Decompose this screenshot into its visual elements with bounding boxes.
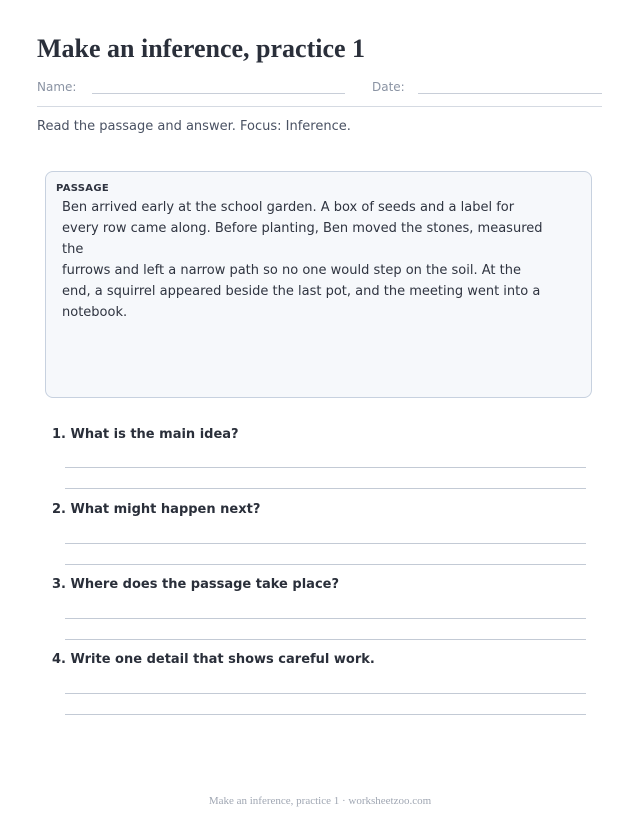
passage-label: PASSAGE — [56, 183, 109, 194]
passage-line: every row came along. Before planting, Ben moved the stones, measured the — [62, 221, 543, 257]
answer-line[interactable] — [65, 467, 586, 468]
question-text: 2. What might happen next? — [52, 502, 261, 517]
answer-line[interactable] — [65, 564, 586, 565]
passage-line: Ben arrived early at the school garden. A box of seeds and a label for — [62, 200, 515, 215]
name-label: Name: — [37, 80, 77, 94]
page-title: Make an inference, practice 1 — [37, 34, 366, 63]
passage-line: end, a squirrel appeared beside the last pot, and the meeting went into a — [62, 284, 541, 299]
date-label: Date: — [372, 80, 405, 94]
page-footer: Make an inference, practice 1 · worksheetzoo.com — [208, 795, 432, 807]
passage-line: notebook. — [62, 305, 128, 320]
answer-line[interactable] — [65, 693, 586, 694]
answer-line[interactable] — [65, 488, 586, 489]
date-field[interactable] — [418, 93, 602, 94]
question-text: 3. Where does the passage take place? — [52, 577, 340, 592]
passage-box — [45, 171, 592, 398]
passage-line: furrows and left a narrow path so no one would step on the soil. At the — [62, 263, 521, 278]
answer-line[interactable] — [65, 714, 586, 715]
question-text: 4. Write one detail that shows careful work. — [52, 652, 375, 667]
passage-text — [62, 197, 562, 323]
answer-line[interactable] — [65, 543, 586, 544]
answer-line[interactable] — [65, 639, 586, 640]
instructions: Read the passage and answer. Focus: Inference. — [37, 119, 351, 134]
name-field[interactable] — [92, 93, 345, 94]
answer-line[interactable] — [65, 618, 586, 619]
question-text: 1. What is the main idea? — [52, 427, 239, 442]
header-divider — [37, 106, 602, 107]
